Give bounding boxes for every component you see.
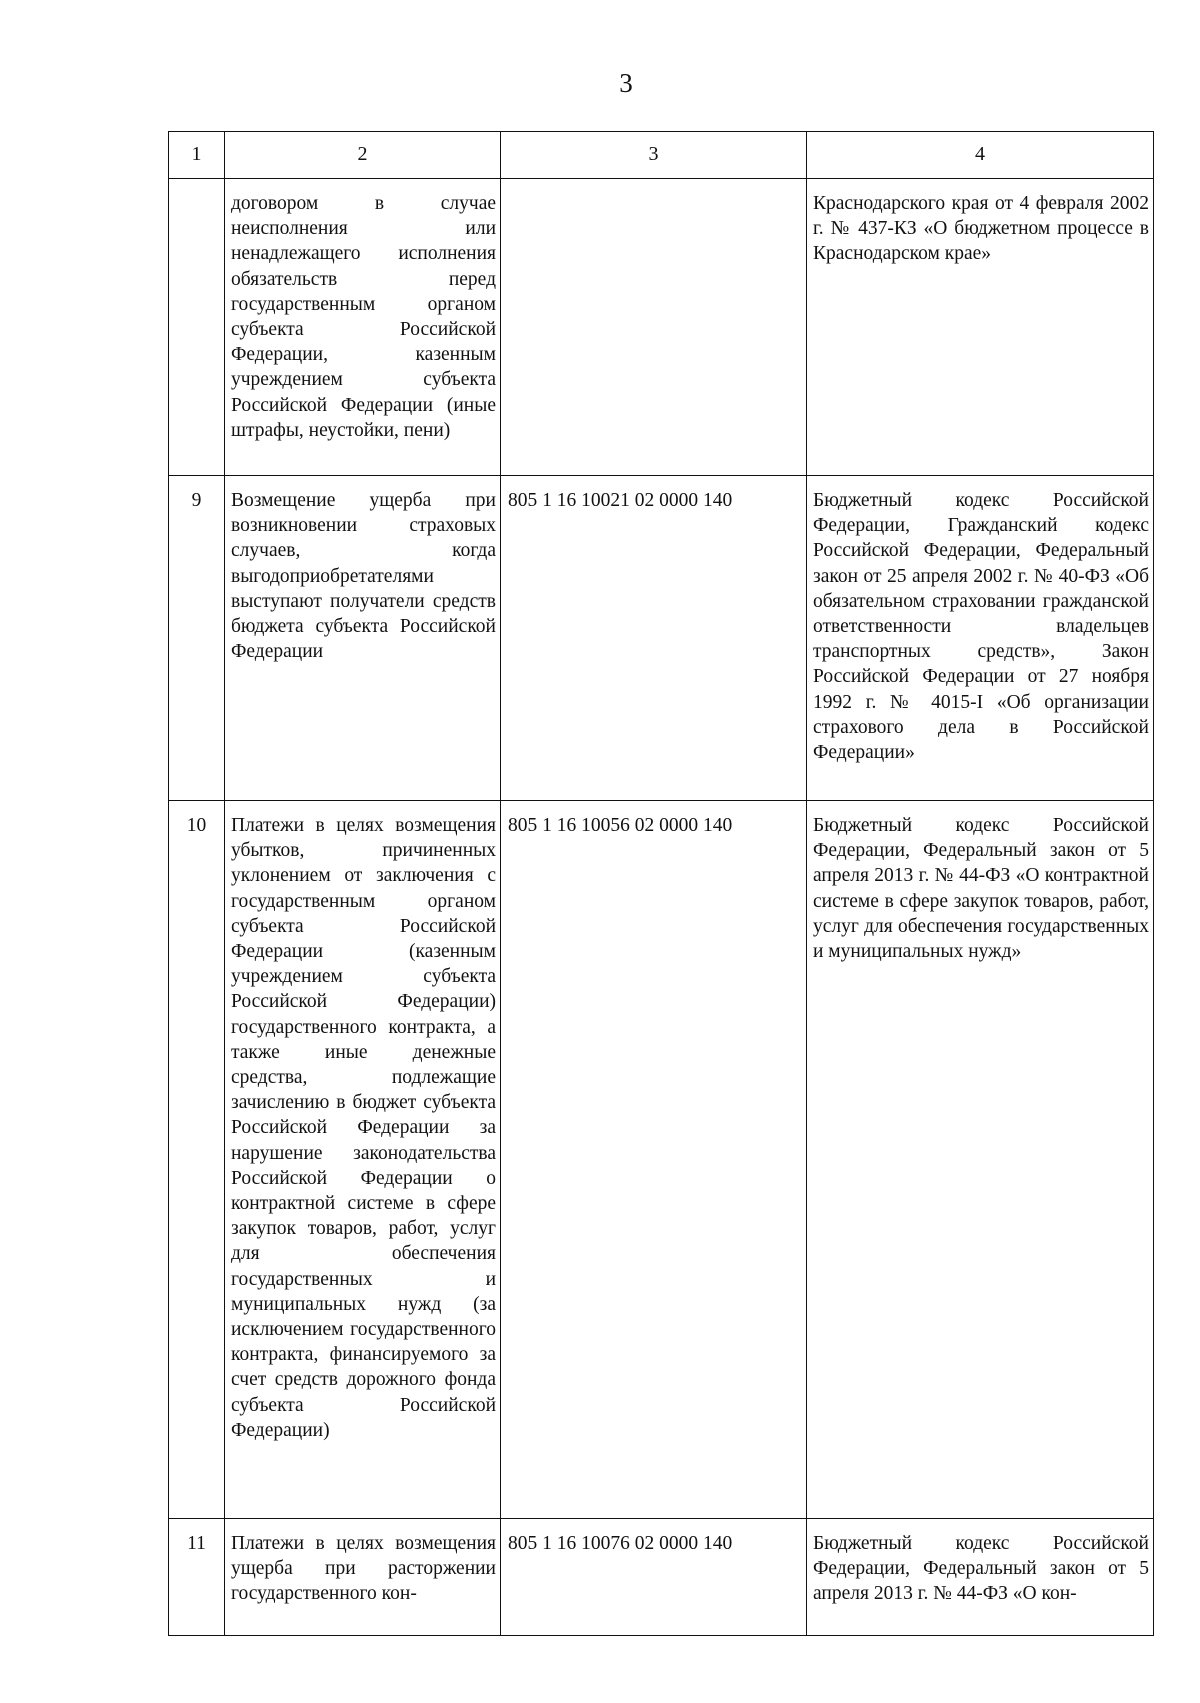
table-row [169, 801, 1154, 1519]
row-description: договором в случае неисполнения или ненадлежащего исполнения обязательств перед государственным органом субъекта Российской Федерации, казенным учреждением субъекта Российской Федерации (иные штрафы, неустойки, пени) [225, 179, 501, 476]
row-number: 10 [169, 801, 225, 1519]
header-cell-4: 4 [807, 132, 1154, 179]
row-description: Платежи в целях возмещения убытков, причиненных уклонением от заключения с государственным органом субъекта Российской Федерации (казенным учреждением субъекта Российской Федерации) государственного контракта, а также иные денежные средства, подлежащие зачислению в бюджет субъекта Российской Федерации за нарушение законодательства Российской Федерации о контрактной системе в сфере закупок товаров, работ, услуг для обеспечения государственных и муниципальных нужд (за исключением государственного контракта, финансируемого за счет средств дорожного фонда субъекта Российской Федерации) [225, 801, 501, 1519]
row-code: 805 1 16 10076 02 0000 140 [501, 1519, 807, 1636]
revenue-table [168, 131, 1154, 1636]
table-row [169, 476, 1154, 801]
header-cell-2: 2 [225, 132, 501, 179]
row-description: Возмещение ущерба при возникновении страховых случаев, когда выгодоприобретателями выступают получатели средств бюджета субъекта Российской Федерации [225, 476, 501, 801]
row-code: 805 1 16 10021 02 0000 140 [501, 476, 807, 801]
row-code [501, 179, 807, 476]
row-code: 805 1 16 10056 02 0000 140 [501, 801, 807, 1519]
row-legal-basis: Краснодарского края от 4 февраля 2002 г. № 437-КЗ «О бюджетном процессе в Краснодарском крае» [807, 179, 1154, 476]
row-legal-basis: Бюджетный кодекс Российской Федерации, Гражданский кодекс Российской Федерации, Федеральный закон от 25 апреля 2002 г. № 40-ФЗ «Об обязательном страховании гражданской ответственности владельцев транспортных средств», Закон Российской Федерации от 27 ноября 1992 г. № 4015-I «Об организации страхового дела в Российской Федерации» [807, 476, 1154, 801]
table-row [169, 179, 1154, 476]
header-cell-1: 1 [169, 132, 225, 179]
row-number [169, 179, 225, 476]
header-cell-3: 3 [501, 132, 807, 179]
row-description: Платежи в целях возмещения ущерба при расторжении государственного кон- [225, 1519, 501, 1636]
row-legal-basis: Бюджетный кодекс Российской Федерации, Федеральный закон от 5 апреля 2013 г. № 44-ФЗ «О кон- [807, 1519, 1154, 1636]
table-header-row [169, 132, 1154, 179]
row-number: 9 [169, 476, 225, 801]
page-number: 3 [619, 68, 633, 98]
row-number: 11 [169, 1519, 225, 1636]
row-legal-basis: Бюджетный кодекс Российской Федерации, Федеральный закон от 5 апреля 2013 г. № 44-ФЗ «О контрактной системе в сфере закупок товаров, работ, услуг для обеспечения государственных и муниципальных нужд» [807, 801, 1154, 1519]
table-row [169, 1519, 1154, 1636]
